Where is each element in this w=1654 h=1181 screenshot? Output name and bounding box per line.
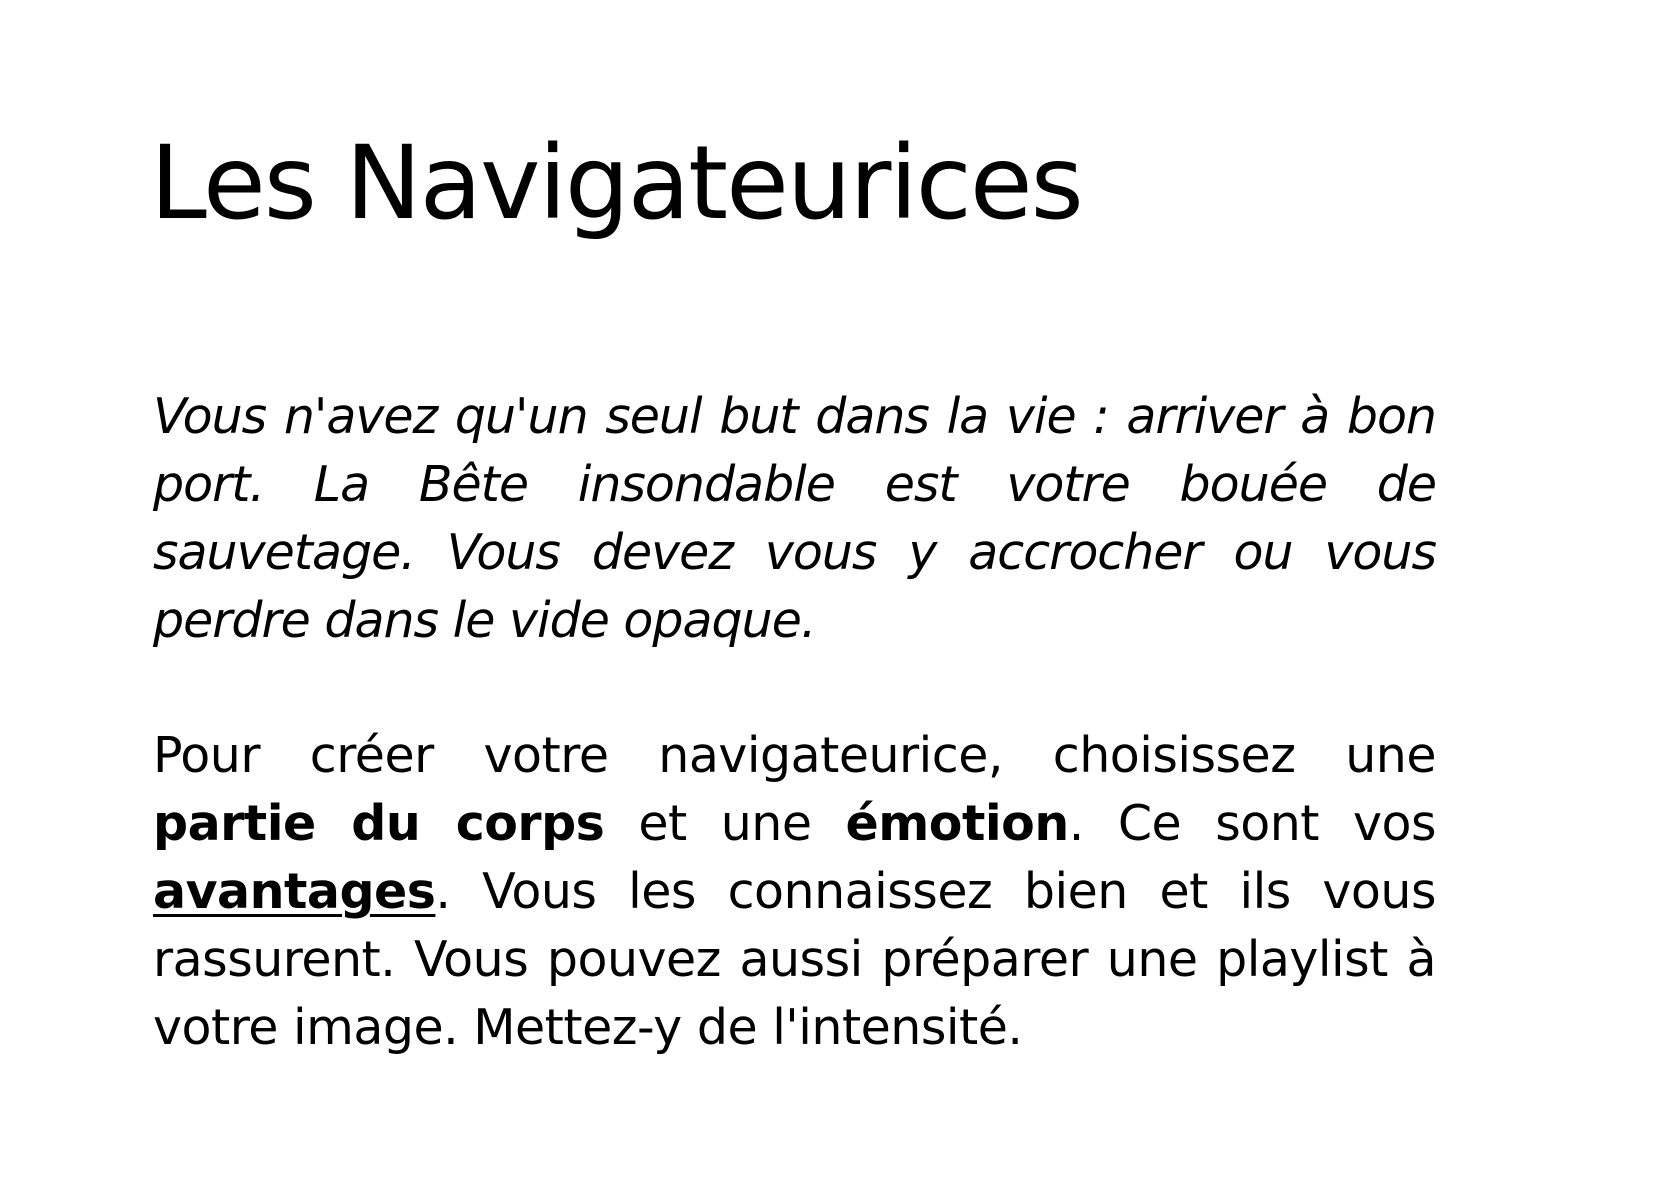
emphasis-body-part: partie du corps xyxy=(153,795,605,852)
emphasis-emotion: émotion xyxy=(845,795,1069,852)
rules-paragraph xyxy=(153,722,1436,1062)
intro-paragraph: Vous n'avez qu'un seul but dans la vie : arriver à bon port. La Bête insondable est votre bouée de sauvetage. Vous devez vous y accrocher ou vous perdre dans le vide opaque. xyxy=(153,388,1436,649)
rules-text-part1: Pour créer votre navigateurice, choisissez une xyxy=(153,727,1436,784)
rules-text-part2: et une xyxy=(638,795,812,852)
rules-text-part4: . Vous les connaissez bien et ils vous rassurent. Vous pouvez aussi préparer une playlist à votre image. Mettez-y de l'intensité. xyxy=(153,863,1436,1056)
rules-text-part3: . Ce sont vos xyxy=(1068,795,1436,852)
emphasis-advantages: avantages xyxy=(153,863,436,920)
page-title: Les Navigateurices xyxy=(150,124,1082,243)
